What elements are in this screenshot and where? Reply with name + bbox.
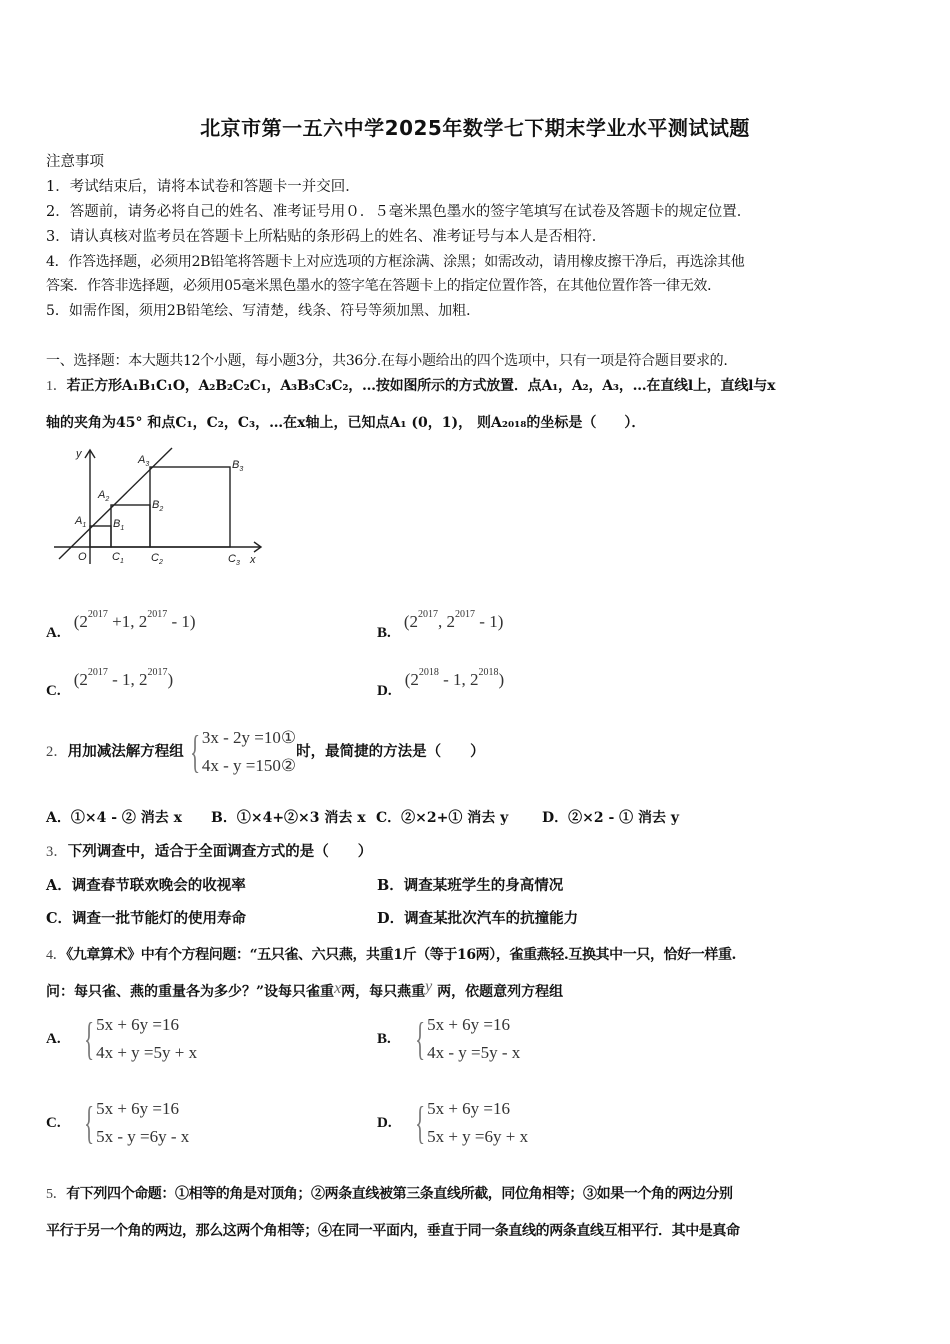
option-b-math: ($2^{2017}$, $2^{2017} - 1$) bbox=[403, 609, 504, 631]
option-text: ①×4+②×3 消去 x bbox=[236, 810, 366, 826]
option-label: C. bbox=[46, 1114, 61, 1131]
equation-2: 4x + y =5y + x bbox=[96, 1043, 198, 1062]
question-3-option-c[interactable] bbox=[46, 909, 246, 929]
notice-item: 5．如需作图，须用2B铅笔绘、写清楚，线条、符号等须加黑、加粗． bbox=[46, 303, 481, 319]
option-text: 调查一批节能灯的使用寿命 bbox=[72, 910, 247, 927]
question-3-option-a[interactable] bbox=[46, 876, 246, 896]
option-label: B. bbox=[377, 625, 391, 641]
option-c-math: ($2^{2017} - 1$, $2^{2017}$) bbox=[73, 667, 174, 689]
question-1-option-b[interactable] bbox=[377, 609, 504, 641]
option-label: B. bbox=[377, 1030, 391, 1047]
option-text: 调查某班学生的身高情况 bbox=[403, 877, 564, 894]
question-4-option-d[interactable] bbox=[377, 1095, 528, 1151]
question-5-line2: 平行于另一个角的两边，那么这两个角相等；④在同一平面内，垂直于同一条直线的两条直线互相平行．其中是真命 bbox=[46, 1223, 740, 1239]
notice-item: 1．考试结束后，请将本试卷和答题卡一并交回． bbox=[46, 179, 360, 195]
question-number: 5． bbox=[46, 1187, 67, 1202]
svg-text:x: x bbox=[250, 554, 256, 566]
question-4-option-c[interactable] bbox=[46, 1095, 189, 1151]
question-1-line2: 轴的夹角为45° 和点C₁，C₂，C₃，…在x轴上，已知点A₁ (0，1)， 则A₂₀₁₈的坐标是（ ）． bbox=[46, 415, 646, 431]
section-heading: 一、选择题：本大题共12个小题，每小题3分，共36分.在每小题给出的四个选项中，只有一项是符合题目要求的. bbox=[46, 353, 728, 369]
variable-y: y bbox=[425, 978, 433, 995]
equation-1: 5x + 6y =16 bbox=[96, 1099, 180, 1118]
notice-item: 2．答题前，请务必将自己的姓名、准考证号用０．５毫米黑色墨水的签字笔填写在试卷及答题卡的规定位置． bbox=[46, 204, 752, 220]
brace-icon: { bbox=[415, 1013, 426, 1064]
equation-1: 5x + 6y =16 bbox=[427, 1015, 511, 1034]
option-label: D. bbox=[377, 1114, 392, 1131]
squares-diagram-icon bbox=[52, 446, 272, 571]
question-1-option-d[interactable] bbox=[377, 667, 505, 699]
brace-icon: { bbox=[84, 1097, 95, 1148]
svg-text:B1: $B_1$ bbox=[113, 518, 125, 532]
question-2-option-d[interactable] bbox=[542, 808, 679, 828]
question-4-option-b[interactable] bbox=[377, 1011, 520, 1067]
equation-2: 4x - y =150② bbox=[201, 756, 297, 775]
question-number: 1． bbox=[46, 379, 67, 394]
option-text: ①×4 - ② 消去 x bbox=[70, 810, 182, 826]
question-number: 2． bbox=[46, 744, 68, 760]
question-1-option-a[interactable] bbox=[46, 609, 196, 641]
option-label: D． bbox=[542, 810, 569, 826]
option-label: C． bbox=[376, 810, 402, 826]
option-text: 调查春节联欢晚会的收视率 bbox=[71, 877, 246, 894]
svg-text:C1: $C_1$ bbox=[112, 551, 124, 565]
equation-1: 3x - 2y =10① bbox=[201, 728, 297, 747]
notice-item: 4．作答选择题，必须用2B铅笔将答题卡上对应选项的方框涂满、涂黑；如需改动，请用橡皮擦干净后，再选涂其他 bbox=[46, 254, 745, 270]
question-number: 4． bbox=[46, 948, 67, 963]
equation-2: 4x - y =5y - x bbox=[427, 1043, 521, 1062]
brace-icon: { bbox=[415, 1097, 426, 1148]
svg-text:B3: $B_3$ bbox=[232, 459, 244, 473]
question-5-text bbox=[46, 1184, 733, 1205]
question-3-text bbox=[46, 842, 372, 862]
question-4-line2 bbox=[46, 978, 564, 1002]
svg-text:A3: $A_3$ bbox=[138, 454, 150, 468]
notice-heading: 注意事项 bbox=[46, 154, 104, 170]
question-4-line2c: 两，依题意列方程组 bbox=[437, 984, 564, 1000]
option-d-math: ($2^{2018} - 1$, $2^{2018}$) bbox=[404, 667, 505, 689]
equation-2: 5x - y =6y - x bbox=[96, 1127, 190, 1146]
svg-text:A2: $A_2$ bbox=[98, 489, 110, 503]
question-1-text bbox=[46, 376, 775, 397]
question-2-option-a[interactable] bbox=[46, 808, 182, 828]
question-number: 3． bbox=[46, 844, 68, 860]
brace-icon: { bbox=[189, 726, 200, 777]
question-2-suffix: 时，最简捷的方法是（ ） bbox=[296, 743, 485, 760]
question-3-option-d[interactable] bbox=[377, 909, 578, 929]
question-1-line1: 若正方形A₁B₁C₁O，A₂B₂C₂C₁，A₃B₃C₃C₂，…按如图所示的方式放置．点A₁，A₂，A₃，…在直线l上，直线l与x bbox=[66, 378, 776, 394]
question-1-figure bbox=[52, 446, 272, 571]
question-3-option-b[interactable] bbox=[377, 876, 563, 896]
option-a-math: ($2^{2017} +1$, $2^{2017} - 1$) bbox=[73, 609, 196, 631]
question-5-line1: 有下列四个命题：①相等的角是对顶角；②两条直线被第三条直线所截，同位角相等；③如果一个角的两边分别 bbox=[66, 1186, 733, 1202]
question-2-option-c[interactable] bbox=[376, 808, 508, 828]
svg-text:C2: $C_2$ bbox=[151, 552, 163, 566]
page-title: 北京市第一五六中学2025年数学七下期末学业水平测试试题 bbox=[200, 116, 750, 140]
brace-icon: { bbox=[84, 1013, 95, 1064]
svg-text:y: y bbox=[76, 448, 82, 460]
option-label: B． bbox=[377, 877, 404, 894]
question-4-line1: 《九章算术》中有个方程问题：“五只雀、六只燕，共重1斤（等于16两），雀重燕轻.互换其中一只，恰好一样重. bbox=[66, 947, 737, 963]
option-label: A. bbox=[46, 1030, 61, 1047]
svg-text:B2: $B_2$ bbox=[152, 499, 164, 513]
question-4-option-a[interactable] bbox=[46, 1011, 197, 1067]
equation-2: 5x + y =6y + x bbox=[427, 1127, 529, 1146]
svg-text:C3: $C_3$ bbox=[228, 553, 240, 567]
question-3-stem: 下列调查中，适合于全面调查方式的是（ ） bbox=[67, 843, 373, 860]
option-label: A． bbox=[46, 810, 71, 826]
question-2-option-b[interactable] bbox=[211, 808, 366, 828]
question-2-prefix: 用加减法解方程组 bbox=[67, 743, 184, 760]
option-text: ②×2+① 消去 y bbox=[401, 810, 509, 826]
equation-system bbox=[184, 724, 296, 780]
svg-text:O: O bbox=[78, 551, 87, 563]
svg-text:A1: $A_1$ bbox=[75, 515, 87, 529]
variable-x: x bbox=[334, 980, 342, 997]
question-4-text bbox=[46, 945, 736, 966]
question-4-line2a: 问：每只雀、燕的重量各为多少？”设每只雀重 bbox=[46, 984, 335, 1000]
option-text: 调查某批次汽车的抗撞能力 bbox=[404, 910, 579, 927]
option-label: C． bbox=[46, 910, 73, 927]
question-1-option-c[interactable] bbox=[46, 667, 174, 699]
option-text: ②×2 - ① 消去 y bbox=[568, 810, 680, 826]
option-label: B． bbox=[211, 810, 237, 826]
option-label: A． bbox=[46, 877, 72, 894]
notice-item: 3．请认真核对监考员在答题卡上所粘贴的条形码上的姓名、准考证号与本人是否相符． bbox=[46, 229, 607, 245]
notice-item: 答案．作答非选择题，必须用05毫米黑色墨水的签字笔在答题卡上的指定位置作答，在其他位置作答一律无效． bbox=[46, 278, 721, 294]
question-4-line2b: 两，每只燕重 bbox=[341, 984, 426, 1000]
option-label: A. bbox=[46, 625, 61, 641]
equation-1: 5x + 6y =16 bbox=[96, 1015, 180, 1034]
option-label: C. bbox=[46, 683, 61, 699]
option-label: D． bbox=[377, 910, 405, 927]
equation-1: 5x + 6y =16 bbox=[427, 1099, 511, 1118]
option-label: D. bbox=[377, 683, 392, 699]
question-2-text bbox=[46, 724, 485, 780]
